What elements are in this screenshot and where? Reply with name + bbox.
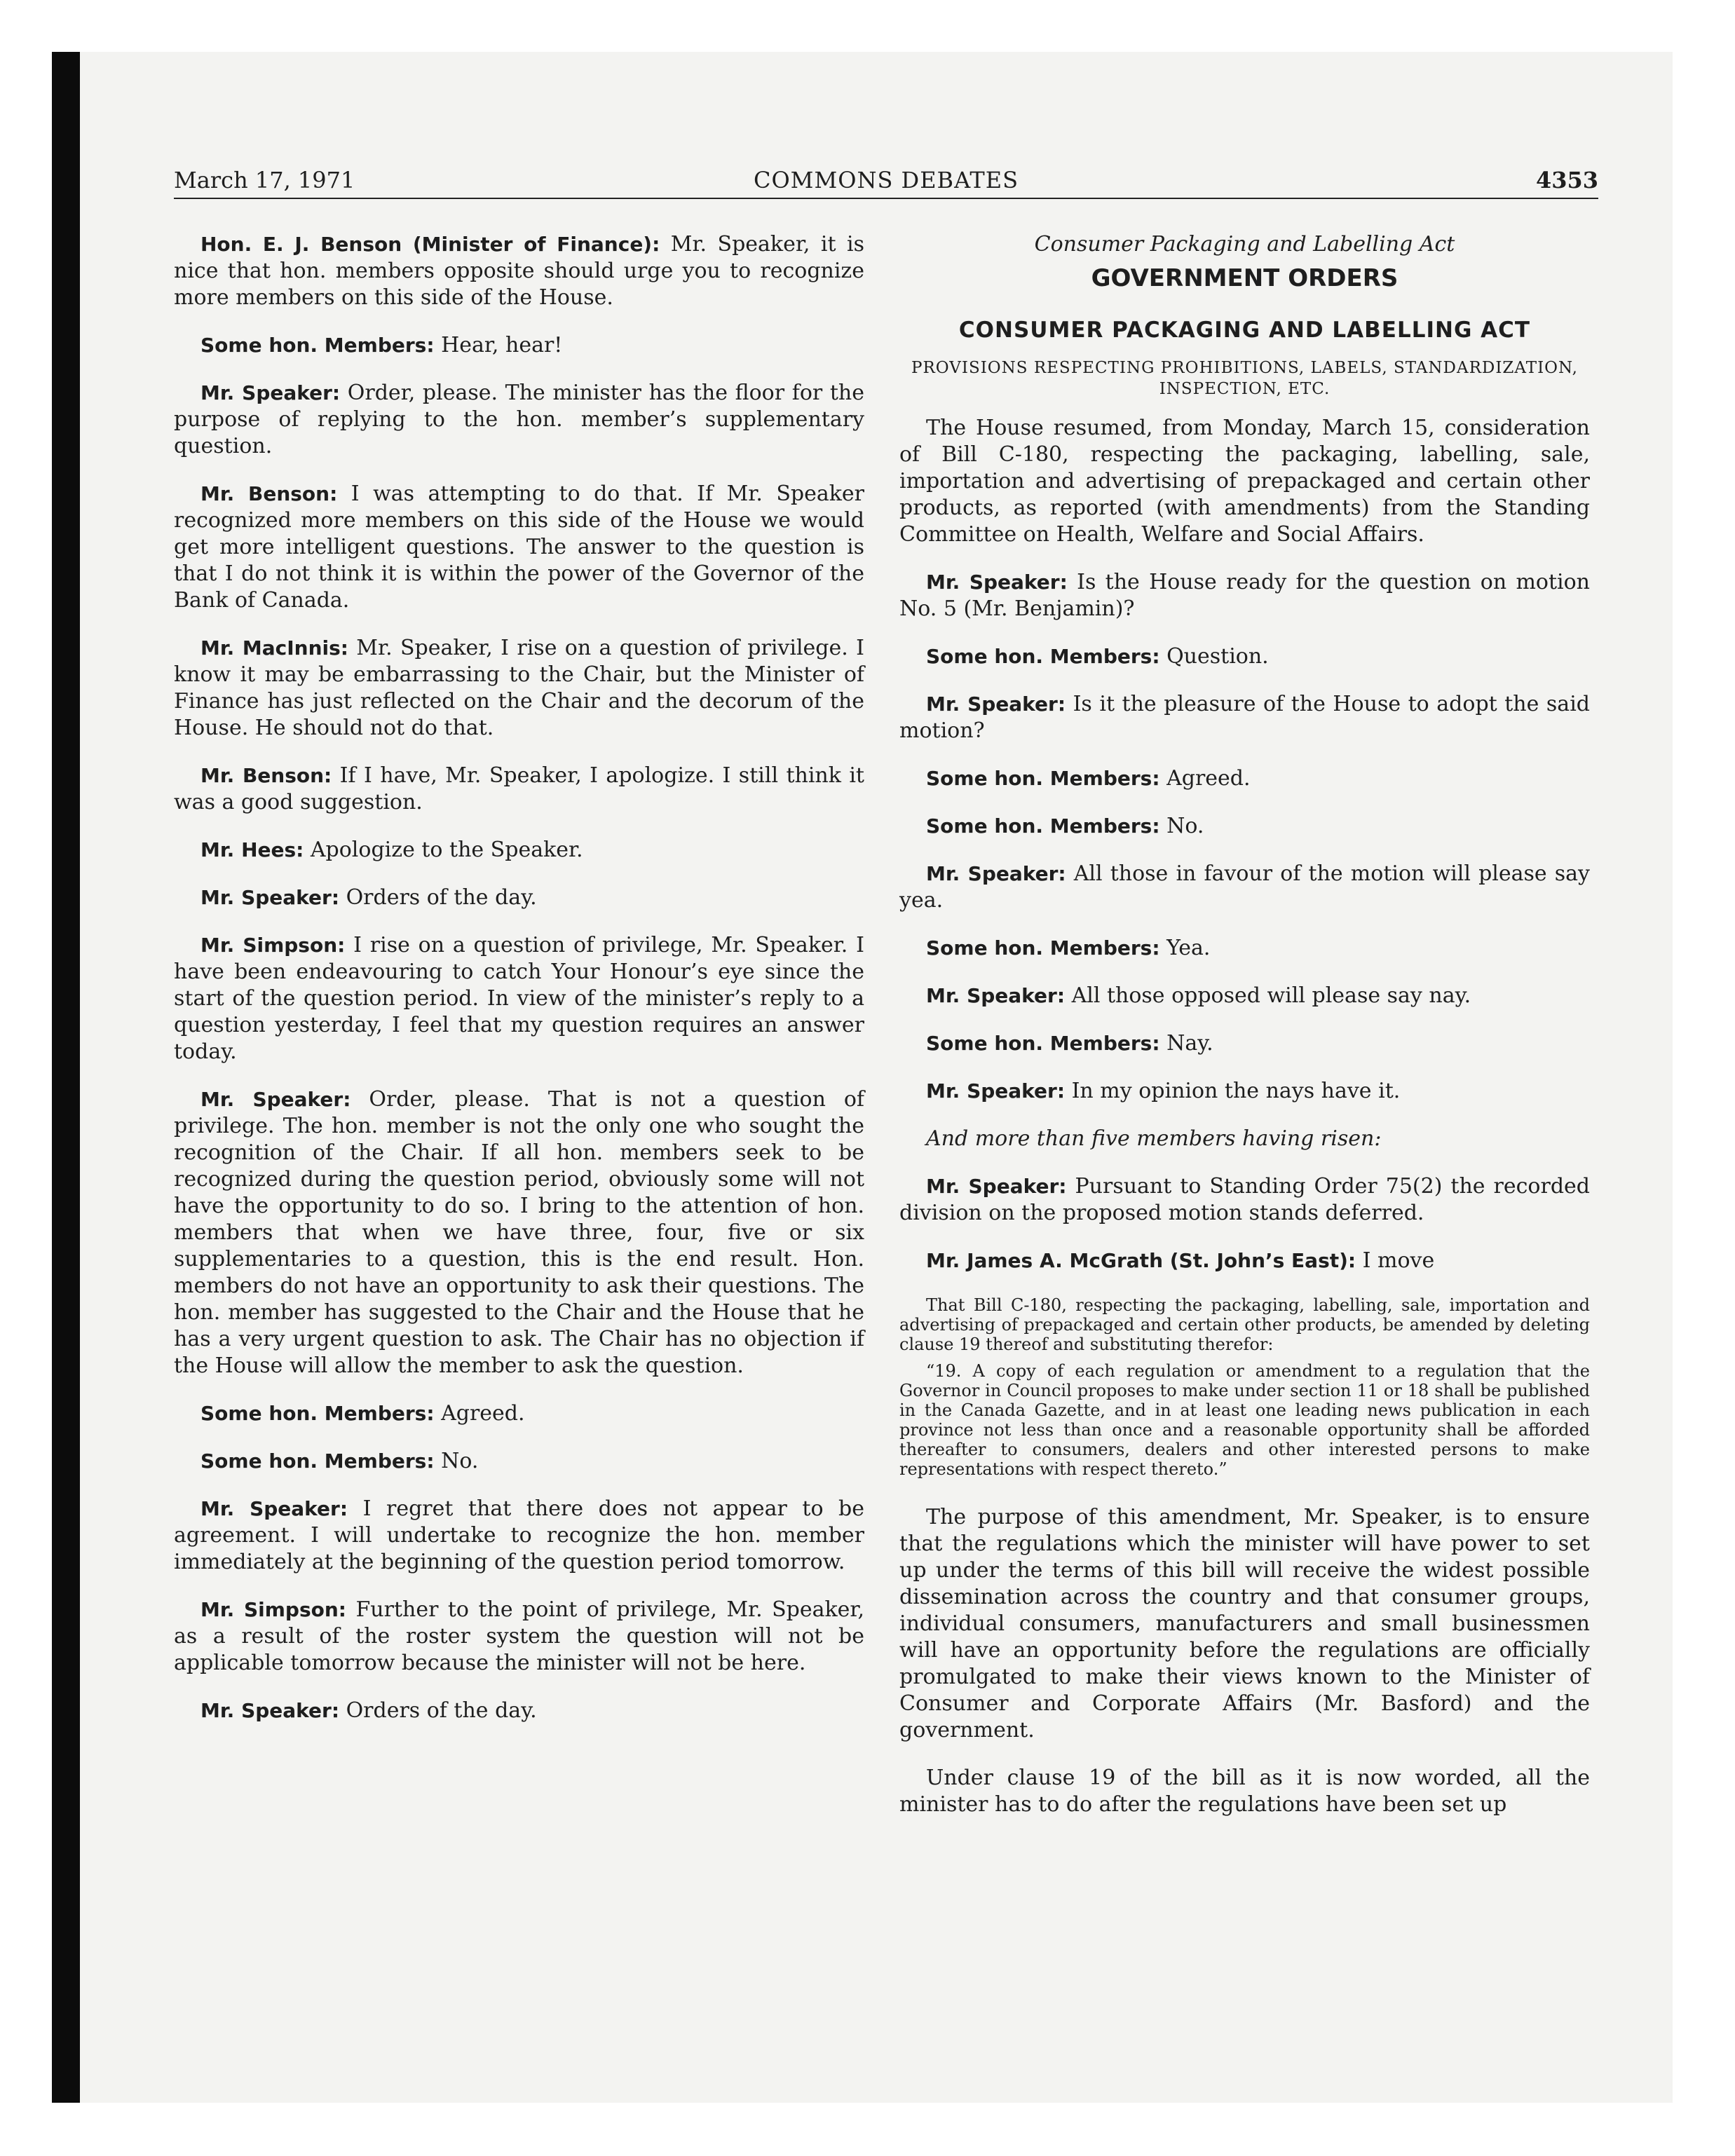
speech-text: I move — [1356, 1248, 1435, 1273]
speech-text: I rise on a question of privilege, Mr. Speaker. I have been endeavouring to catch Your Honour’s eye since the start of the question period. In view of the minister’s reply to a question yesterday, I feel that my question requires an answer today. — [174, 933, 864, 1064]
speaker-name: Mr. Speaker: — [926, 984, 1066, 1007]
speaker-name: Mr. Speaker: — [926, 692, 1066, 716]
speaker-name: Mr. Speaker: — [200, 1497, 348, 1520]
speaker-name: Mr. Speaker: — [200, 1088, 351, 1111]
speech-paragraph — [899, 1078, 1590, 1105]
speech-text: Is it the pleasure of the House to adopt the said motion? — [899, 692, 1590, 743]
left-column — [174, 231, 864, 1745]
speech-paragraph — [174, 763, 864, 816]
speech-text: Orders of the day. — [339, 885, 537, 910]
speech-text: Pursuant to Standing Order 75(2) the recorded division on the proposed motion stands deferred. — [899, 1174, 1590, 1225]
speaker-name: Some hon. Members: — [926, 936, 1160, 960]
right-speeches-group-b — [899, 1173, 1590, 1274]
speaker-name: Mr. Simpson: — [200, 934, 346, 957]
speech-text: I regret that there does not appear to be agreement. I will undertake to recognize the hon. member immediately at the beginning of the question period tomorrow. — [174, 1496, 865, 1574]
speech-text: All those in favour of the motion will please say yea. — [899, 861, 1591, 913]
speech-paragraph — [174, 332, 864, 359]
speech-paragraph — [174, 1400, 864, 1427]
speech-text: Orders of the day. — [339, 1698, 537, 1723]
speech-text: Nay. — [1159, 1031, 1213, 1056]
speech-paragraph — [899, 691, 1590, 744]
purpose-paragraph: The purpose of this amendment, Mr. Speaker, is to ensure that the regulations which the minister will have power to set up under the terms of this bill will receive the widest possible dissemination across the country and that consumer groups, individual consumers, manufacturers and small businessmen will have an opportunity before the regulations are officially promulgated to make their views known to the Minister of Consumer and Corporate Affairs (Mr. Basford) and the government. — [899, 1505, 1590, 1742]
speech-paragraph — [899, 1173, 1590, 1227]
provisions-subheading: PROVISIONS RESPECTING PROHIBITIONS, LABELS, STANDARDIZATION, INSPECTION, ETC. — [911, 359, 1578, 398]
speaker-name: Mr. Hees: — [200, 838, 304, 861]
speech-paragraph — [174, 837, 864, 864]
intro-paragraph: The House resumed, from Monday, March 15, consideration of Bill C-180, respecting the packaging, labelling, sale, importation and advertising of prepackaged and certain other products, as reported (with amendments) from the Standing Committee on Health, Welfare and Social Affairs. — [899, 416, 1590, 547]
speaker-name: Mr. Speaker: — [926, 862, 1066, 885]
members-risen-note: And more than five members having risen: — [926, 1126, 1382, 1151]
speech-text: All those opposed will please say nay. — [1065, 983, 1471, 1008]
speaker-name: Mr. James A. McGrath (St. John’s East): — [926, 1249, 1356, 1272]
speech-paragraph — [899, 861, 1590, 914]
act-title: CONSUMER PACKAGING AND LABELLING ACT — [958, 318, 1531, 343]
speaker-name: Mr. Speaker: — [926, 1079, 1066, 1103]
speaker-name: Some hon. Members: — [200, 1449, 435, 1473]
speech-text: Order, please. That is not a question of privilege. The hon. member is not the only one who sought the recognition of the Chair. If all hon. members seek to be recognized during the question period, obviously some will not have the opportunity to do so. I bring to the attention of hon. members that when we have three, four, five or six supplementaries to a question, this is the end result. Hon. members do not have an opportunity to ask their questions. The hon. member has suggested to the Chair and the House that he has a very urgent question to ask. The Chair has no objection if the House will allow the member to ask the question. — [174, 1087, 864, 1378]
speaker-name: Some hon. Members: — [926, 645, 1160, 668]
speech-text: Agreed. — [1159, 766, 1251, 791]
speech-paragraph — [174, 481, 864, 614]
speech-text: No. — [1159, 814, 1204, 838]
speech-paragraph — [899, 643, 1590, 670]
speech-text: Hear, hear! — [434, 333, 563, 357]
speaker-name: Some hon. Members: — [200, 334, 435, 357]
speech-text: No. — [434, 1449, 479, 1473]
running-head: Consumer Packaging and Labelling Act — [1034, 232, 1455, 257]
speaker-name: Some hon. Members: — [926, 767, 1160, 790]
speech-text: Mr. Speaker, it is nice that hon. members opposite should urge you to recognize more members on this side of the House. — [174, 232, 864, 310]
speaker-name: Mr. Benson: — [200, 482, 338, 505]
speaker-name: Mr. Speaker: — [200, 381, 341, 404]
speaker-name: Mr. Speaker: — [200, 886, 340, 909]
speech-paragraph — [174, 231, 864, 311]
speech-text: Apologize to the Speaker. — [304, 838, 583, 862]
speech-paragraph — [899, 983, 1590, 1009]
scan-edge-bar — [52, 52, 80, 2103]
header-page-number: 4353 — [1535, 167, 1598, 193]
speech-paragraph — [174, 635, 864, 742]
speaker-name: Mr. Simpson: — [200, 1598, 347, 1621]
speaker-name: Some hon. Members: — [200, 1402, 435, 1425]
speaker-name: Some hon. Members: — [926, 1032, 1160, 1055]
speech-text: In my opinion the nays have it. — [1065, 1079, 1401, 1103]
speech-paragraph — [899, 765, 1590, 792]
right-column — [899, 231, 1590, 1839]
speech-text: Is the House ready for the question on motion No. 5 (Mr. Benjamin)? — [899, 570, 1590, 621]
speaker-name: Hon. E. J. Benson (Minister of Finance): — [200, 233, 660, 256]
speaker-name: Mr. Speaker: — [926, 1175, 1067, 1198]
speech-paragraph — [174, 932, 864, 1065]
clause19-paragraph: Under clause 19 of the bill as it is now worded, all the minister has to do after the regulations have been set up — [899, 1766, 1590, 1817]
speech-paragraph — [899, 1030, 1590, 1057]
speech-paragraph — [174, 885, 864, 911]
speech-paragraph — [174, 1086, 864, 1379]
quoted-clause: “19. A copy of each regulation or amendment to a regulation that the Governor in Council proposes to make under section 11 or 18 shall be published in the Canada Gazette, and in at least one leading news publication in each province not less than once and a reasonable opportunity shall be afforded thereafter to consumers, dealers and other interested persons to make representations with respect thereto.” — [899, 1361, 1590, 1479]
header-date: March 17, 1971 — [174, 167, 355, 193]
speech-paragraph — [174, 380, 864, 460]
speech-text: Question. — [1159, 644, 1269, 669]
speech-paragraph — [899, 813, 1590, 840]
speech-paragraph — [174, 1698, 864, 1724]
speech-paragraph — [899, 935, 1590, 962]
header-title: COMMONS DEBATES — [753, 167, 1019, 193]
speaker-name: Mr. Benson: — [200, 764, 332, 787]
speech-text: Further to the point of privilege, Mr. Speaker, as a result of the roster system the question will not be applicable tomorrow because the minister will not be here. — [174, 1597, 864, 1675]
speech-paragraph — [174, 1496, 864, 1576]
speaker-name: Some hon. Members: — [926, 814, 1160, 838]
speech-text: Mr. Speaker, I rise on a question of privilege. I know it may be embarrassing to the Chair, but the Minister of Finance has just reflected on the Chair and the decorum of the House. He should not do that. — [174, 636, 864, 740]
speech-text: Order, please. The minister has the floor for the purpose of replying to the hon. member’s supplementary question. — [174, 381, 864, 458]
speech-text: Yea. — [1159, 936, 1211, 960]
speech-paragraph — [899, 569, 1590, 622]
right-speeches-group-a — [899, 569, 1590, 1105]
speaker-name: Mr. Speaker: — [200, 1699, 340, 1722]
motion-text: That Bill C-180, respecting the packaging, labelling, sale, importation and advertising of prepackaged and certain other products, be amended by deleting clause 19 thereof and substituting therefor: — [899, 1295, 1590, 1354]
speech-text: If I have, Mr. Speaker, I apologize. I still think it was a good suggestion. — [174, 763, 864, 814]
section-title: GOVERNMENT ORDERS — [1091, 264, 1399, 292]
speech-paragraph — [174, 1448, 864, 1475]
speech-text: Agreed. — [434, 1401, 525, 1426]
speech-text: I was attempting to do that. If Mr. Speaker recognized more members on this side of the House we would get more intelligent questions. The answer to the question is that I do not think it is within the power of the Governor of the Bank of Canada. — [174, 482, 864, 613]
speaker-name: Mr. Speaker: — [926, 571, 1068, 594]
speaker-name: Mr. MacInnis: — [200, 636, 348, 660]
speech-paragraph — [174, 1597, 864, 1677]
page-header — [174, 163, 1598, 199]
speech-paragraph — [899, 1248, 1590, 1274]
